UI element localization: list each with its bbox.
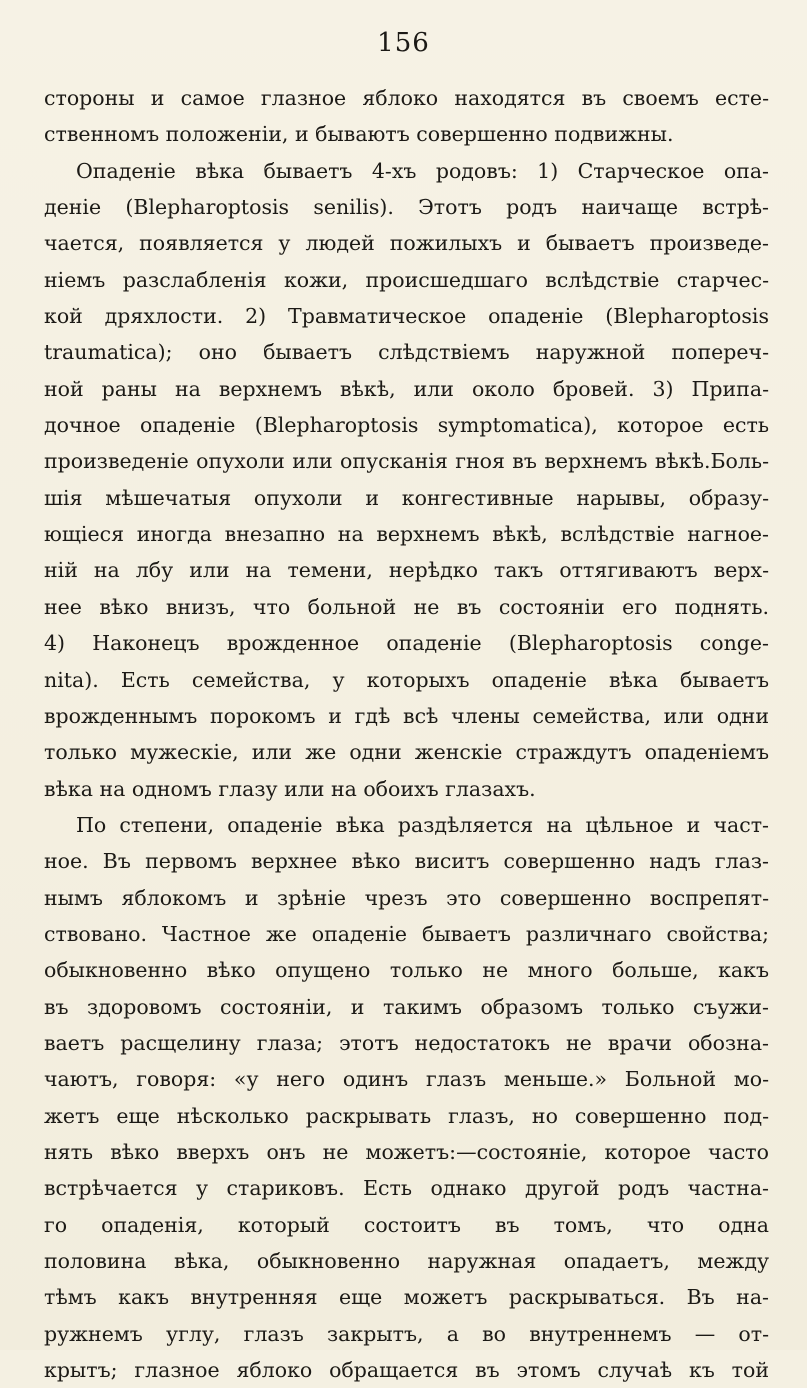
text-line: встрѣчается у стариковъ. Есть однако другой родъ частна- xyxy=(44,1176,769,1201)
text-line: шія мѣшечатыя опухоли и конгестивные нарывы, образу- xyxy=(44,485,769,510)
text-line: произведеніе опухоли или опусканія гноя въ верхнемъ вѣкѣ.Боль- xyxy=(44,449,769,474)
text-line: только мужескіе, или же одни женскіе страждутъ опаденіемъ xyxy=(44,740,769,765)
text-line: чается, появляется у людей пожилыхъ и бываетъ произведе- xyxy=(44,231,769,256)
text-line: ной раны на верхнемъ вѣкѣ, или около бровей. 3) Припа- xyxy=(44,376,769,401)
text-line: стороны и самое глазное яблоко находятся въ своемъ есте- xyxy=(44,86,769,110)
text-line: nita). Есть семейства, у которыхъ опаденіе вѣка бываетъ xyxy=(44,667,769,692)
text-line: обыкновенно вѣко опущено только не много больше, какъ xyxy=(44,958,769,983)
text-line: кой дряхлости. 2) Травматическое опаденіе (Blepharoptosis xyxy=(44,304,769,329)
body-text xyxy=(44,80,769,1388)
text-line: traumatica); оно бываетъ слѣдствіемъ наружной попереч- xyxy=(44,340,769,365)
text-line: тѣмъ какъ внутренняя еще можетъ раскрываться. Въ на- xyxy=(44,1285,769,1310)
text-line: ственномъ положеніи, и бываютъ совершенно подвижны. xyxy=(44,122,674,147)
text-line: Опаденіе вѣка бываетъ 4-хъ родовъ: 1) Старческое опа- xyxy=(76,158,769,183)
text-line: 4) Наконецъ врожденное опаденіе (Blepharoptosis conge- xyxy=(44,631,769,656)
text-line: ваетъ расщелину глаза; этотъ недостатокъ не врачи обозна- xyxy=(44,1030,769,1055)
text-line: ружнемъ углу, глазъ закрытъ, а во внутреннемъ — от- xyxy=(44,1321,769,1346)
text-line: вѣка на одномъ глазу или на обоихъ глазахъ. xyxy=(44,776,536,801)
text-line: крытъ; глазное яблоко обращается въ этомъ случаѣ къ той xyxy=(44,1358,769,1383)
text-line: нее вѣко внизъ, что больной не въ состояніи его поднять. xyxy=(44,594,769,619)
text-line: нымъ яблокомъ и зрѣніе чрезъ это совершенно воспрепят- xyxy=(44,885,769,910)
text-line: ное. Въ первомъ верхнее вѣко виситъ совершенно надъ глаз- xyxy=(44,849,769,874)
text-line: половина вѣка, обыкновенно наружная опадаетъ, между xyxy=(44,1249,769,1273)
text-line: ствовано. Частное же опаденіе бываетъ различнаго свойства; xyxy=(44,921,769,946)
page-number: 156 xyxy=(377,28,430,58)
text-line: го опаденія, который состоитъ въ томъ, что одна xyxy=(44,1212,769,1237)
text-line: жетъ еще нѣсколько раскрывать глазъ, но совершенно под- xyxy=(44,1103,769,1128)
text-line: нять вѣко вверхъ онъ не можетъ:—состояніе, которое часто xyxy=(44,1139,769,1164)
text-line: чаютъ, говоря: «у него одинъ глазъ меньше.» Больной мо- xyxy=(44,1067,769,1092)
text-line: дочное опаденіе (Blepharoptosis symptomatica), которое есть xyxy=(44,413,769,438)
text-line: въ здоровомъ состояніи, и такимъ образомъ только съужи- xyxy=(44,994,769,1019)
text-line: врожденнымъ порокомъ и гдѣ всѣ члены семейства, или одни xyxy=(44,703,769,728)
text-line: деніе (Blepharoptosis senilis). Этотъ родъ наичаще встрѣ- xyxy=(44,195,769,220)
text-line: По степени, опаденіе вѣка раздѣляется на цѣльное и част- xyxy=(76,812,769,837)
text-line: ній на лбу или на темени, нерѣдко такъ оттягиваютъ верх- xyxy=(44,558,769,583)
text-line: ющіеся иногда внезапно на верхнемъ вѣкѣ, вслѣдствіе нагное- xyxy=(44,522,769,547)
text-line: ніемъ разслабленія кожи, происшедшаго вслѣдствіе старчес- xyxy=(44,267,769,292)
